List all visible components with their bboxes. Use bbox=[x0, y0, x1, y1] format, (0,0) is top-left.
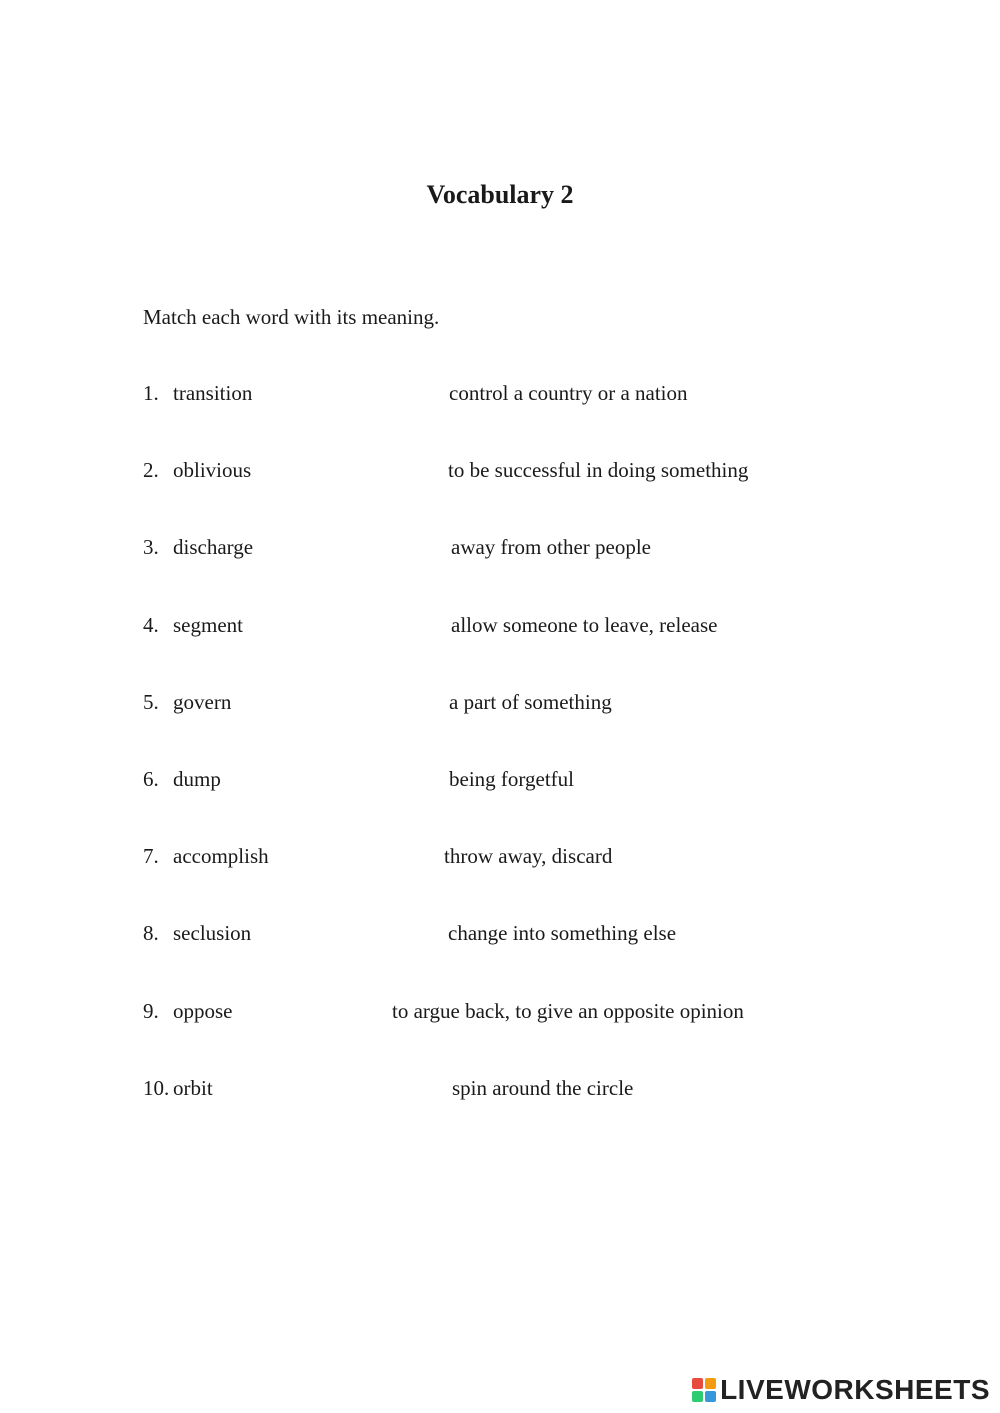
page-title: Vocabulary 2 bbox=[426, 180, 574, 209]
item-meaning: to be successful in doing something bbox=[448, 458, 749, 482]
item-number: 9. bbox=[143, 999, 159, 1023]
item-word: accomplish bbox=[173, 844, 269, 868]
item-word: discharge bbox=[173, 535, 254, 559]
item-number: 8. bbox=[143, 921, 159, 945]
item-word: segment bbox=[173, 613, 243, 637]
item-number: 1. bbox=[143, 381, 159, 405]
list-item bbox=[0, 535, 1000, 565]
item-word: oppose bbox=[173, 999, 233, 1023]
list-item bbox=[0, 999, 1000, 1029]
item-word: govern bbox=[173, 690, 232, 714]
item-word: orbit bbox=[173, 1076, 213, 1100]
item-meaning: spin around the circle bbox=[452, 1076, 634, 1100]
item-meaning: allow someone to leave, release bbox=[451, 613, 718, 637]
item-word: seclusion bbox=[173, 921, 252, 945]
item-meaning: a part of something bbox=[449, 690, 612, 714]
item-meaning: to argue back, to give an opposite opinion bbox=[392, 999, 744, 1023]
item-number: 10. bbox=[143, 1076, 170, 1100]
item-meaning: throw away, discard bbox=[444, 844, 613, 868]
item-number: 3. bbox=[143, 535, 159, 559]
list-item bbox=[0, 844, 1000, 874]
item-number: 6. bbox=[143, 767, 159, 791]
item-number: 5. bbox=[143, 690, 159, 714]
instruction-text: Match each word with its meaning. bbox=[143, 305, 440, 329]
item-meaning: being forgetful bbox=[449, 767, 574, 791]
list-item bbox=[0, 921, 1000, 951]
item-meaning: control a country or a nation bbox=[449, 381, 688, 405]
item-number: 7. bbox=[143, 844, 159, 868]
list-item bbox=[0, 458, 1000, 488]
liveworksheets-logo-icon bbox=[692, 1378, 716, 1402]
logo-text: LIVEWORKSHEETS bbox=[720, 1374, 990, 1405]
list-item bbox=[0, 381, 1000, 411]
item-word: transition bbox=[173, 381, 253, 405]
item-number: 2. bbox=[143, 458, 159, 482]
item-meaning: away from other people bbox=[451, 535, 652, 559]
list-item bbox=[0, 1076, 1000, 1106]
list-item bbox=[0, 690, 1000, 720]
list-item bbox=[0, 613, 1000, 643]
list-item bbox=[0, 767, 1000, 797]
liveworksheets-logo bbox=[692, 1375, 990, 1405]
item-word: oblivious bbox=[173, 458, 252, 482]
item-meaning: change into something else bbox=[448, 921, 677, 945]
item-number: 4. bbox=[143, 613, 159, 637]
item-word: dump bbox=[173, 767, 221, 791]
